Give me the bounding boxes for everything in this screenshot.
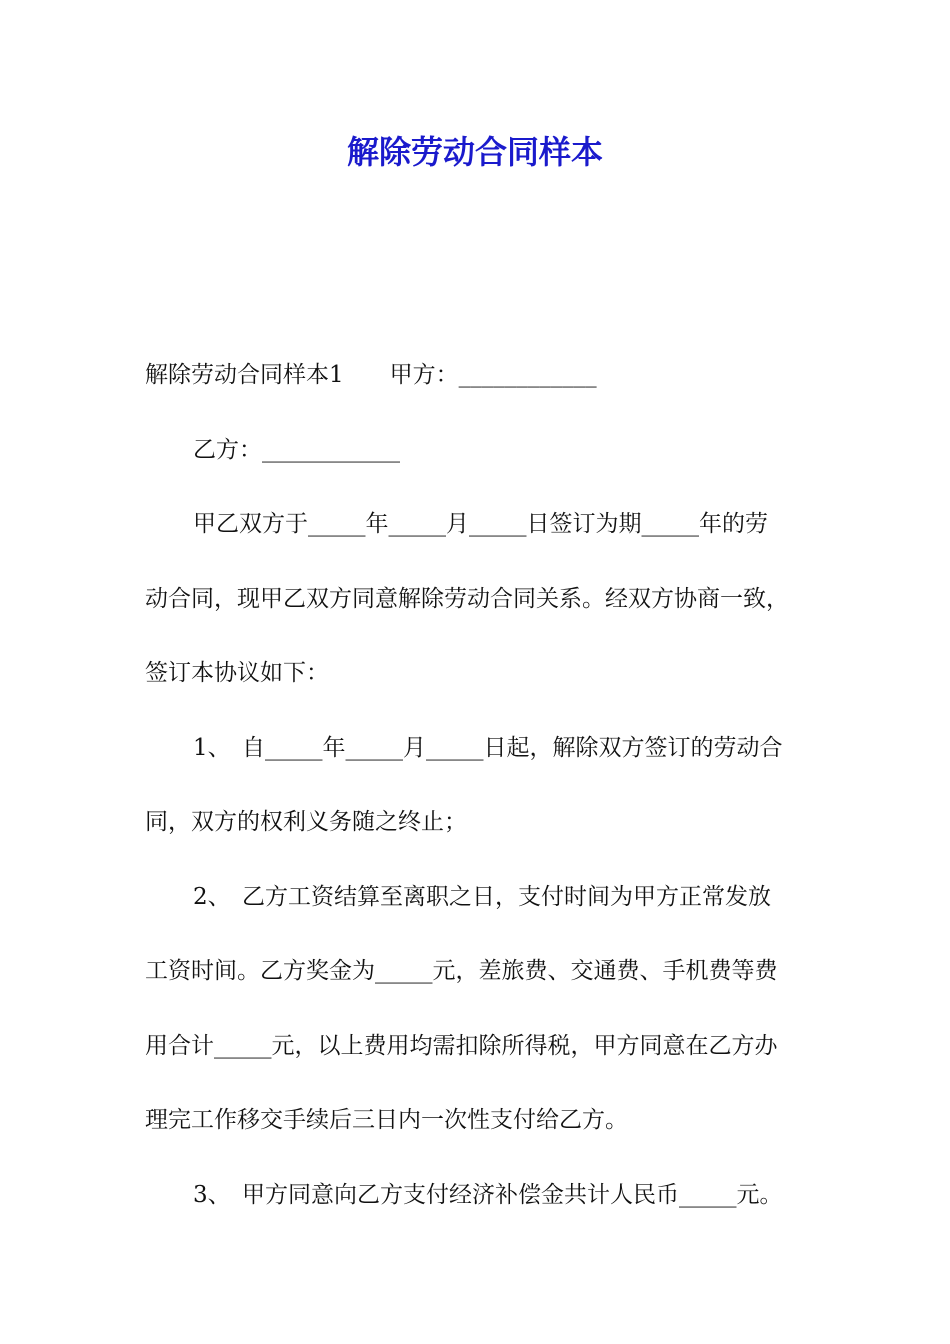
party-b-field: 乙方：____________	[193, 436, 400, 463]
sample-heading: 解除劳动合同样本1	[145, 362, 344, 388]
clause-2	[145, 860, 825, 935]
clause-text: 自_____年_____月_____日起，解除双方签订的劳动合	[242, 734, 783, 761]
clause-text: 甲方同意向乙方支付经济补偿金共计人民币_____元。	[242, 1181, 783, 1208]
paragraph-line: 工资时间。乙方奖金为_____元，差旅费、交通费、手机费等费	[145, 958, 778, 984]
document-title: 解除劳动合同样本	[346, 133, 603, 171]
paragraph-line: 用合计_____元，以上费用均需扣除所得税，甲方同意在乙方办	[145, 1032, 778, 1059]
paragraph-line: 同，双方的权利义务随之终止；	[145, 809, 467, 835]
clause-1	[145, 711, 825, 786]
clause-number: 3、	[193, 1181, 231, 1208]
paragraph-line: 动合同，现甲乙双方同意解除劳动合同关系。经双方协商一致，	[145, 585, 789, 612]
paragraph-line: 理完工作移交手续后三日内一次性支付给乙方。	[145, 1107, 628, 1133]
document-body	[145, 338, 825, 1232]
clause-text: 乙方工资结算至离职之日，支付时间为甲方正常发放	[242, 883, 771, 910]
clause-number: 1、	[193, 734, 231, 761]
paragraph-line: 甲乙双方于_____年_____月_____日签订为期_____年的劳	[193, 511, 768, 537]
clause-3	[145, 1158, 825, 1233]
paragraph-line: 签订本协议如下：	[145, 660, 329, 686]
party-a-field: 甲方：____________	[389, 362, 597, 388]
paragraph-line	[145, 338, 825, 413]
clause-number: 2、	[193, 883, 231, 910]
